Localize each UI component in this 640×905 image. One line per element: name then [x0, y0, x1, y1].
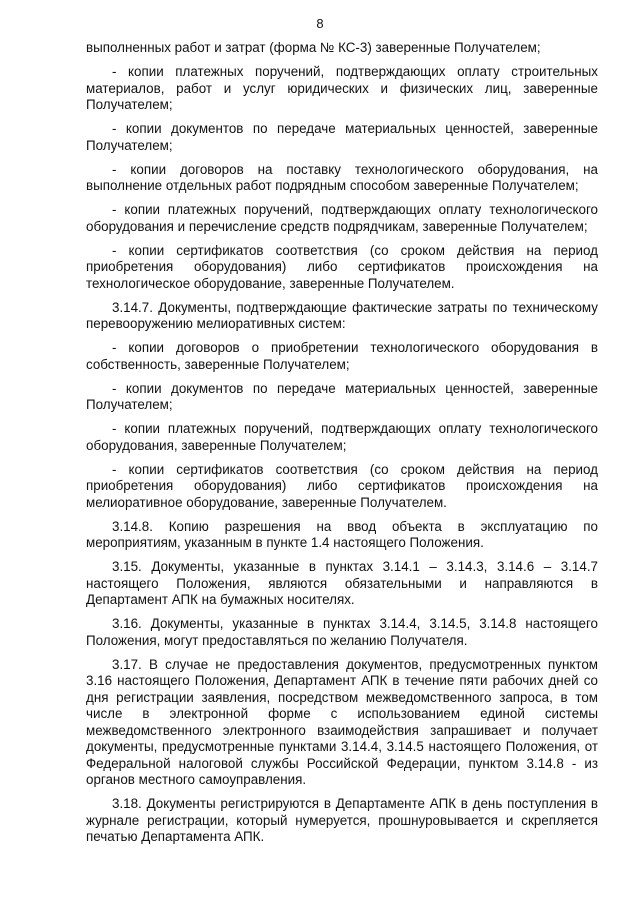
- paragraph-payment-orders-equipment-2: - копии платежных поручений, подтверждающих оплату технологического оборудования, заверенные Получателем;: [86, 421, 598, 453]
- paragraph-3-14-8: 3.14.8. Копию разрешения на ввод объекта в эксплуатацию по мероприятиям, указанным в пункте 1.4 настоящего Положения.: [86, 518, 598, 550]
- paragraph-acquisition-contracts: - копии договоров о приобретении технологического оборудования в собственность, заверенные Получателем;: [86, 340, 598, 372]
- paragraph-continuation: выполненных работ и затрат (форма № КС-3) заверенные Получателем;: [86, 40, 541, 55]
- paragraph-3-18: 3.18. Документы регистрируются в Департаменте АПК в день поступления в журнале регистрации, который нумеруется, прошнуровывается и скрепляется печатью Департамента АПК.: [86, 796, 598, 844]
- paragraph-3-14-7: 3.14.7. Документы, подтверждающие фактические затраты по техническому перевооружению мелиоративных систем:: [86, 299, 598, 331]
- paragraph-material-transfer-docs: - копии документов по передаче материальных ценностей, заверенные Получателем;: [86, 121, 598, 153]
- paragraph-3-17: 3.17. В случае не предоставления документов, предусмотренных пунктом 3.16 настоящего Положения, Департамент АПК в течение пяти рабочих дней со дня регистрации заявления, посредством межведомственного запроса, в том числе в электронной форме с использованием единой системы межведомственного электронного взаимодействия запрашивает и получает документы, предусмотренные пунктами 3.14.4, 3.14.5 настоящего Положения, от Федеральной налоговой службы Российской Федерации, пунктом 3.14.8 - из органов местного самоуправления.: [86, 656, 598, 787]
- paragraph-3-16: 3.16. Документы, указанные в пунктах 3.14.4, 3.14.5, 3.14.8 настоящего Положения, могут предоставляться по желанию Получателя.: [86, 616, 598, 648]
- paragraph-certificates-technological: - копии сертификатов соответствия (со сроком действия на период приобретения оборудования) либо сертификатов происхождения на технологическое оборудование, заверенные Получателем.: [86, 242, 598, 291]
- page-number: 8: [316, 16, 324, 31]
- paragraph-payment-orders-materials: - копии платежных поручений, подтверждающих оплату строительных материалов, работ и услуг юридических и физических лиц, заверенные Получателем;: [86, 64, 598, 112]
- paragraph-material-transfer-docs-2: - копии документов по передаче материальных ценностей, заверенные Получателем;: [86, 380, 598, 412]
- paragraph-equipment-contracts: - копии договоров на поставку технологического оборудования, на выполнение отдельных работ подрядным способом заверенные Получателем;: [86, 161, 598, 193]
- paragraph-certificates-meliorative: - копии сертификатов соответствия (со сроком действия на период приобретения оборудования) либо сертификатов происхождения на мелиоративное оборудование, заверенные Получателем.: [86, 461, 598, 510]
- document-body: [86, 40, 598, 853]
- paragraph-payment-orders-equipment: - копии платежных поручений, подтверждающих оплату технологического оборудования и перечисление средств подрядчикам, заверенные Получателем;: [86, 202, 598, 234]
- paragraph-3-15: 3.15. Документы, указанные в пунктах 3.14.1 – 3.14.3, 3.14.6 – 3.14.7 настоящего Положения, являются обязательными и направляются в Департамент АПК на бумажных носителях.: [86, 559, 598, 607]
